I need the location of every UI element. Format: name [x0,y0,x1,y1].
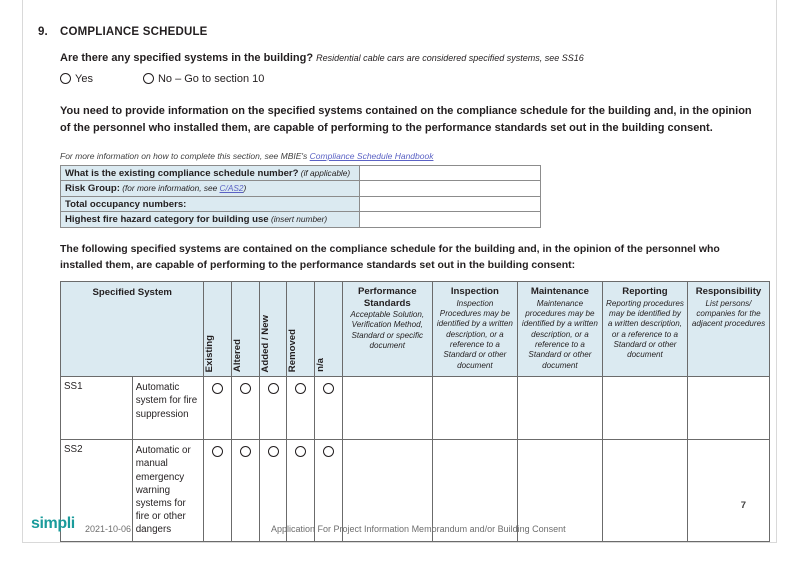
radio-circle-icon[interactable] [240,383,251,394]
radio-label-no: No – Go to section 10 [157,72,265,85]
cell-performance-standards[interactable] [342,377,432,440]
label-italic: (insert number) [268,214,328,225]
radio-option-yes[interactable] [60,73,93,85]
radio-circle-icon[interactable] [268,446,279,457]
table-row [61,212,541,228]
label-italic: (for more information, see [119,183,220,194]
system-code: SS2 [61,440,133,542]
cell-reporting[interactable] [602,377,687,440]
radio-circle-icon[interactable] [212,383,223,394]
column-header-performance-standards [342,282,432,377]
column-header-altered [232,282,260,377]
radio-circle-icon[interactable] [240,446,251,457]
header-subtitle: Acceptable Solution, Verification Method, Standard or specific document [350,309,425,351]
header-title: Altered [232,339,244,373]
section-heading [38,26,763,38]
compliance-schedule-handbook-link[interactable]: Compliance Schedule Handbook [309,150,434,161]
column-header-responsibility [687,282,769,377]
column-header-removed [287,282,315,377]
cell-maintenance[interactable] [517,377,602,440]
compliance-info-table [60,165,541,228]
simpli-logo: simpli [31,515,75,532]
document-page [22,0,777,543]
footer-date: 2021-10-06 [85,524,132,534]
label-italic-end: ) [243,183,247,194]
radio-circle-icon[interactable] [323,446,334,457]
header-title: Responsibility [695,286,762,298]
specified-systems-question [60,52,763,66]
table-header-row [61,282,770,377]
radio-circle-icon[interactable] [212,446,223,457]
label-italic: (if applicable) [298,167,351,178]
column-header-inspection [432,282,517,377]
question-note: Residential cable cars are considered specified systems, see SS16 [316,53,584,63]
checkbox-added-new[interactable] [259,377,287,440]
radio-label-yes: Yes [75,72,93,85]
page-content [38,26,766,542]
info-value-schedule-number[interactable] [360,165,541,181]
header-subtitle: List persons/ companies for the adjacent procedures [691,298,766,329]
systems-table-intro: The following specified systems are contained on the compliance schedule for the building and, in the opinion of the personnel who installed them, are capable of performing to the performance standards set out in the building consent: [60,242,720,271]
header-title: Performance Standards [357,286,417,309]
system-name: Automatic or manual emergency warning systems for fire or other dangers [132,440,204,542]
table-row [61,196,541,212]
section-body [60,52,766,542]
question-text: Are there any specified systems in the building? [60,52,314,64]
cell-responsibility[interactable] [687,377,769,440]
header-subtitle: Maintenance procedures may be identified by a written description, or a reference to a Standard or other document [521,298,598,370]
header-title: Removed [287,328,299,373]
header-subtitle: Inspection Procedures may be identified by a written description, or a reference to a Standard or other document [436,298,513,370]
table-row [61,377,770,440]
radio-circle-icon[interactable] [295,446,306,457]
system-code: SS1 [61,377,133,440]
header-title: Inspection [450,286,499,298]
column-header-na [315,282,343,377]
info-label-occupancy [61,196,360,212]
cas2-link[interactable]: C/AS2 [219,183,244,194]
info-label-risk-group [61,181,360,197]
checkbox-altered[interactable] [232,377,260,440]
info-label-schedule-number [61,165,360,181]
header-title: Added / New [259,314,271,373]
section-number: 9. [38,26,48,38]
checkbox-removed[interactable] [287,377,315,440]
checkbox-existing[interactable] [204,377,232,440]
radio-circle-icon[interactable] [60,73,71,84]
cell-inspection[interactable] [432,377,517,440]
footer-bar [23,514,776,542]
column-header-specified-system [61,282,204,377]
table-row [61,181,541,197]
page-number: 7 [740,500,746,511]
column-header-added-new [259,282,287,377]
radio-circle-icon[interactable] [268,383,279,394]
intro-paragraph: You need to provide information on the specified systems contained on the compliance schedule for the building and, in the opinion of the personnel who installed them, are capable of performing to the performance standards set out in the building consent. [60,104,752,134]
radio-circle-icon[interactable] [323,383,334,394]
hint-prefix: For more information on how to complete this section, see MBIE's [60,150,310,161]
info-value-occupancy[interactable] [360,196,541,212]
handbook-hint [60,151,763,161]
radio-circle-icon[interactable] [295,383,306,394]
checkbox-na[interactable] [315,377,343,440]
radio-circle-icon[interactable] [143,73,154,84]
info-value-risk-group[interactable] [360,181,541,197]
yes-no-radio-group [60,73,763,85]
label-text: Total occupancy numbers: [65,198,187,210]
column-header-maintenance [517,282,602,377]
info-label-fire-hazard [61,212,360,228]
header-title: Reporting [622,286,668,298]
system-name: Automatic system for fire suppression [132,377,204,440]
radio-option-no[interactable] [143,73,264,85]
label-text: Highest fire hazard category for building use [65,214,269,226]
header-title: n/a [315,358,327,373]
column-header-existing [204,282,232,377]
header-title: Existing [204,334,216,373]
header-subtitle: Reporting procedures may be identified by a written description, or a reference to a Standard or other document [606,298,684,360]
label-text: Risk Group: [65,183,120,195]
info-value-fire-hazard[interactable] [360,212,541,228]
label-text: What is the existing compliance schedule number? [65,167,299,179]
page-title: COMPLIANCE SCHEDULE [60,26,208,38]
header-title: Maintenance [530,286,589,298]
column-header-reporting [602,282,687,377]
header-title: Specified System [92,287,172,299]
table-row [61,165,541,181]
footer-document-title: Application For Project Information Memorandum and/or Building Consent [271,524,566,534]
page-footer [23,498,776,542]
